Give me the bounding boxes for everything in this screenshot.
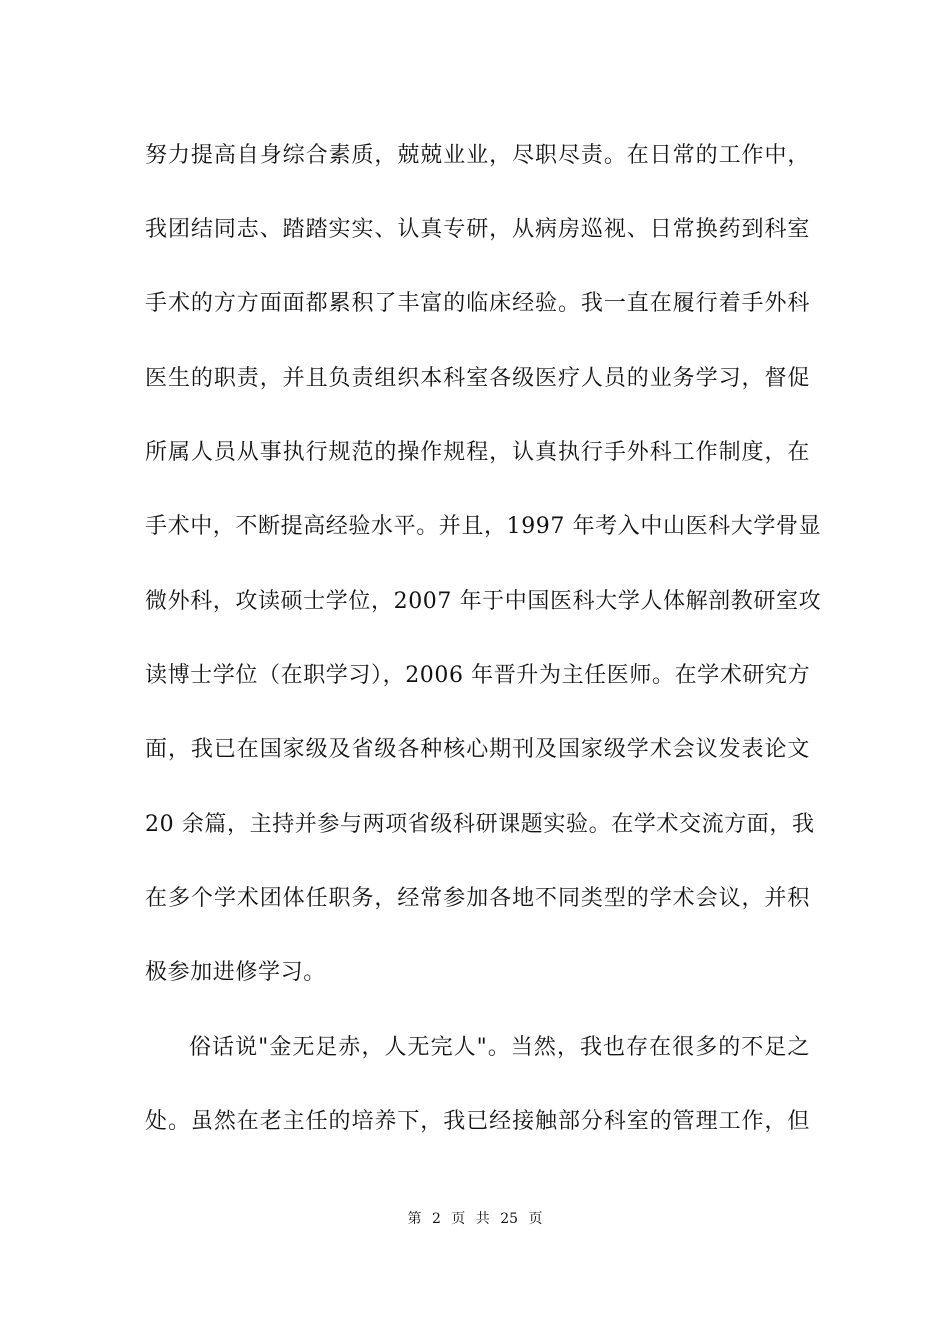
body-line-14: 处。虽然在老主任的培养下，我已经接触部分科室的管理工作，但 (145, 1109, 810, 1134)
body-line-4: 医生的职责，并且负责组织本科室各级医疗人员的业务学习，督促 (145, 366, 810, 391)
body-line-12: 极参加进修学习。 (145, 960, 326, 985)
body-line-6: 手术中，不断提高经验水平。并且，1997 年考入中山医科大学骨显 (145, 514, 822, 539)
body-line-13: 俗话说"金无足赤，人无完人"。当然，我也存在很多的不足之 (189, 1035, 810, 1060)
body-line-10: 20 余篇，主持并参与两项省级科研课题实验。在学术交流方面，我 (145, 812, 815, 837)
body-line-1: 努力提高自身综合素质，兢兢业业，尽职尽责。在日常的工作中， (145, 143, 810, 168)
body-line-9: 面，我已在国家级及省级各种核心期刊及国家级学术会议发表论文 (145, 737, 810, 762)
body-line-3: 手术的方方面面都累积了丰富的临床经验。我一直在履行着手外科 (145, 291, 810, 316)
body-line-11: 在多个学术团体任职务，经常参加各地不同类型的学术会议，并积 (145, 886, 810, 911)
body-line-7: 微外科，攻读硕士学位，2007 年于中国医科大学人体解剖教研室攻 (145, 589, 822, 614)
body-line-5: 所属人员从事执行规范的操作规程，认真执行手外科工作制度，在 (145, 440, 810, 465)
body-line-2: 我团结同志、踏踏实实、认真专研，从病房巡视、日常换药到科室 (145, 217, 810, 242)
body-line-8: 读博士学位（在职学习），2006 年晋升为主任医师。在学术研究方 (145, 663, 811, 688)
page-number-footer: 第 2 页 共 25 页 (407, 1211, 543, 1227)
